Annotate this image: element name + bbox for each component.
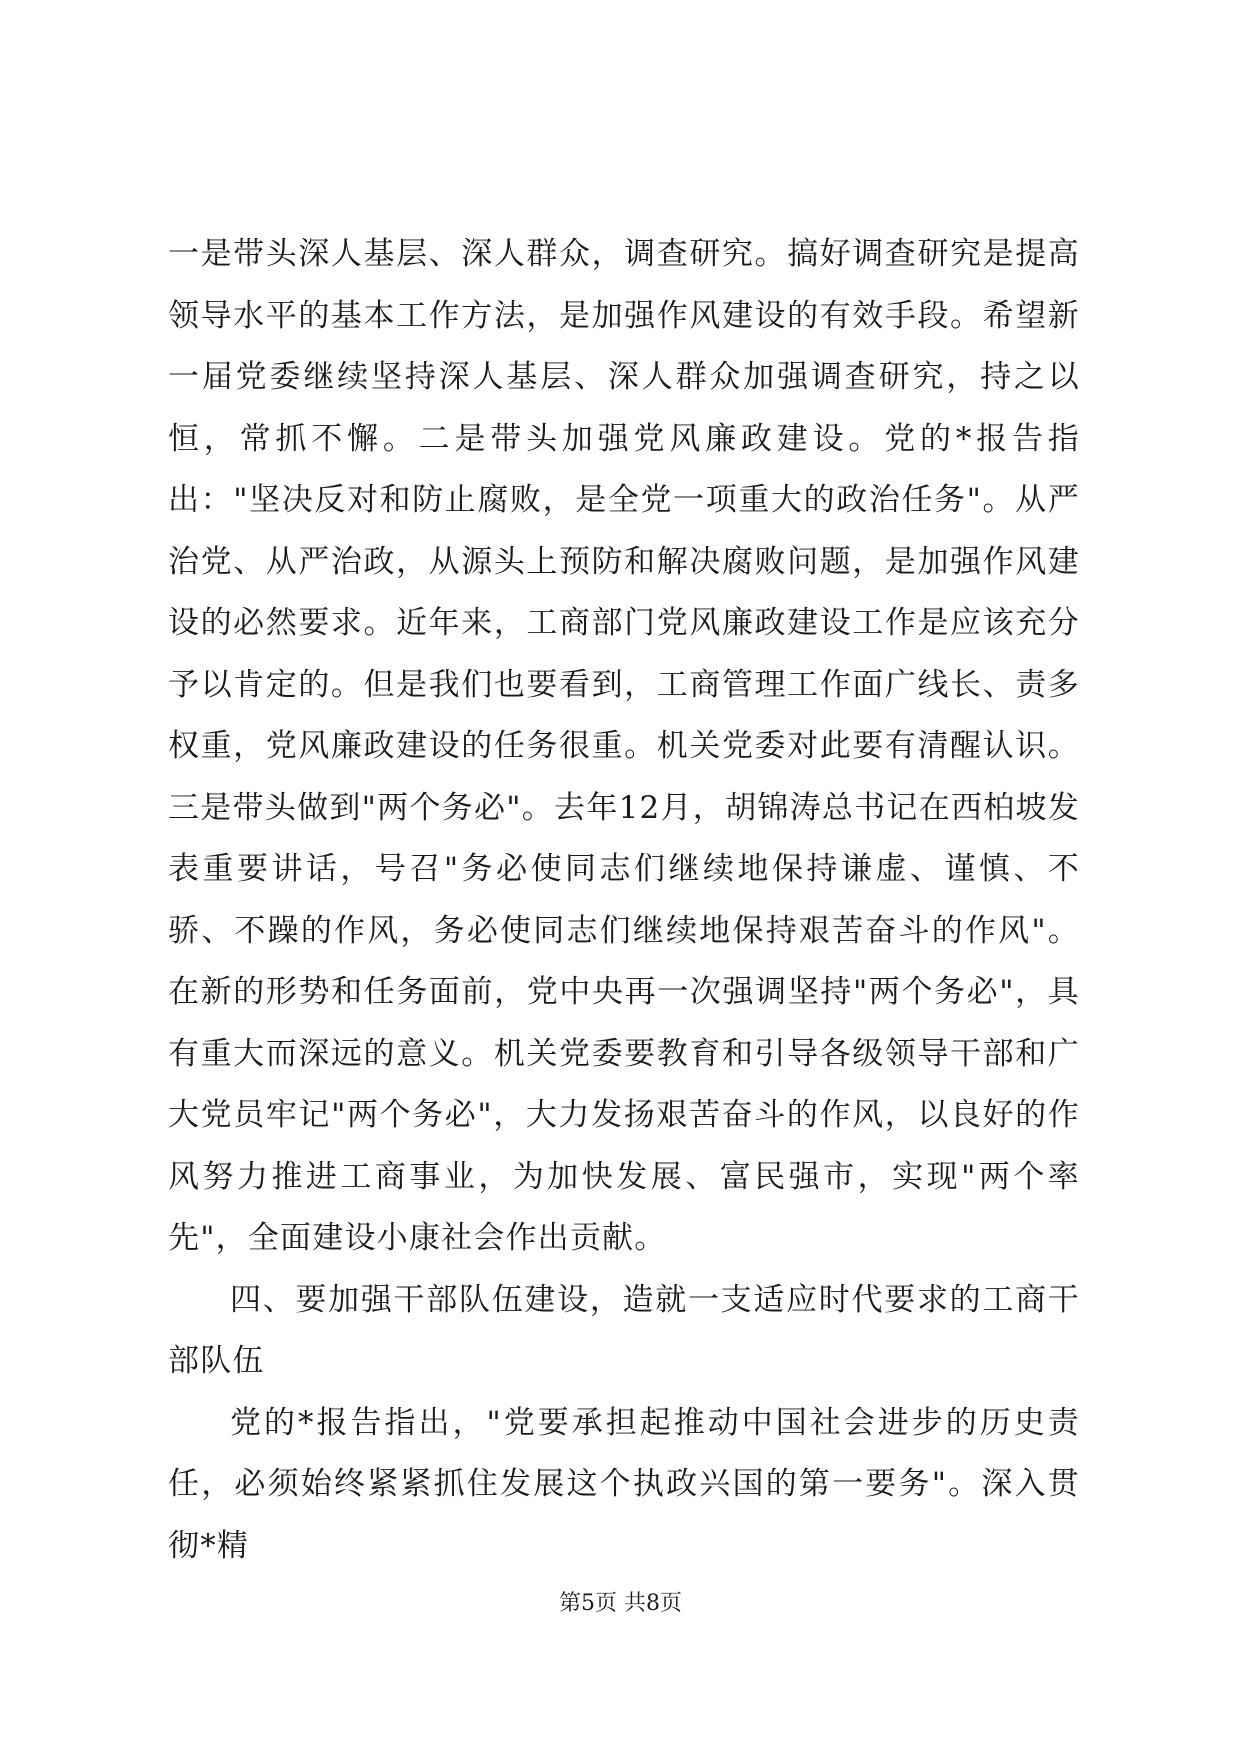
paragraph: 一是带头深人基层、深人群众，调查研究。搞好调查研究是提高领导水平的基本工作方法，是加强作风建设的有效手段。希望新一届党委继续坚持深人基层、深人群众加强调查研究，持之以恒，常抓不懈。二是带头加强党风廉政建设。党的*报告指出："坚决反对和防止腐败，是全党一项重大的政治任务"。从严治党、从严治政，从源头上预防和解决腐败问题，是加强作风建设的必然要求。近年来，工商部门党风廉政建设工作是应该充分予以肯定的。但是我们也要看到，工商管理工作面广线长、责多权重，党风廉政建设的任务很重。机关党委对此要有清醒认识。三是带头做到"两个务必"。去年12月，胡锦涛总书记在西柏坡发表重要讲话，号召"务必使同志们继续地保持谦虚、谨慎、不骄、不躁的作风，务必使同志们继续地保持艰苦奋斗的作风"。在新的形势和任务面前，党中央再一次强调坚持"两个务必"，具有重大而深远的意义。机关党委要教育和引导各级领导干部和广大党员牢记"两个务必"，大力发扬艰苦奋斗的作风，以良好的作风努力推进工商事业，为加快发展、富民强市，实现"两个率先"，全面建设小康社会作出贡献。 [168, 236, 1080, 1256]
section-heading: 四、要加强干部队伍建设，造就一支适应时代要求的工商干部队伍 [168, 1281, 1080, 1379]
document-body [168, 224, 1080, 1577]
page-number-footer: 第5页 共8页 [559, 1591, 682, 1616]
paragraph: 党的*报告指出，"党要承担起推动中国社会进步的历史责任，必须始终紧紧抓住发展这个执政兴国的第一要务"。深入贯彻*精 [168, 1404, 1080, 1564]
